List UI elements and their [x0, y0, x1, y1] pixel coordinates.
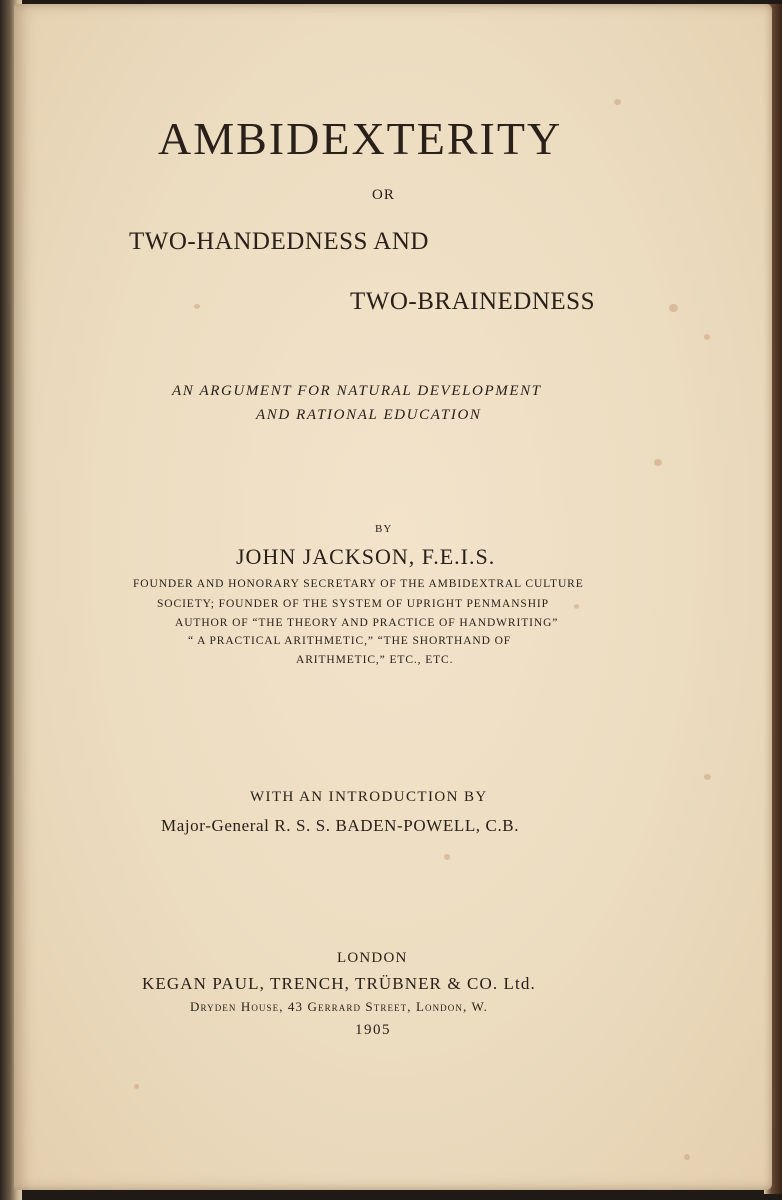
author-name: JOHN JACKSON, F.E.I.S.: [236, 544, 496, 569]
by-label: BY: [375, 523, 393, 535]
publisher-address: Dryden House, 43 Gerrard Street, London, W.: [190, 999, 488, 1014]
foxing-spot: [704, 334, 710, 340]
introduction-label: WITH AN INTRODUCTION BY: [250, 789, 488, 805]
publisher-name: KEGAN PAUL, TRENCH, TRÜBNER & CO. Ltd.: [142, 974, 536, 993]
credential-line: “ A PRACTICAL ARITHMETIC,” “THE SHORTHAND OF: [188, 635, 512, 647]
subtitle-line-1: TWO-HANDEDNESS AND: [129, 228, 429, 255]
credential-line: AUTHOR OF “THE THEORY AND PRACTICE OF HANDWRITING”: [175, 617, 559, 629]
foxing-spot: [574, 604, 579, 609]
credential-line: ARITHMETIC,” ETC., ETC.: [296, 654, 454, 666]
publication-city: LONDON: [337, 950, 408, 966]
foxing-spot: [669, 304, 678, 312]
subtitle-line-2: TWO-BRAINEDNESS: [350, 288, 595, 315]
foxing-spot: [704, 774, 711, 780]
foxing-spot: [194, 304, 200, 309]
credential-line: FOUNDER AND HONORARY SECRETARY OF THE AMBIDEXTRAL CULTURE: [133, 578, 584, 590]
book-title: AMBIDEXTERITY: [158, 113, 563, 164]
description-line-2: AND RATIONAL EDUCATION: [256, 407, 482, 423]
publication-year: 1905: [355, 1022, 391, 1038]
foxing-spot: [134, 1084, 139, 1089]
title-or: OR: [372, 187, 395, 203]
foxing-spot: [654, 459, 662, 466]
foxing-spot: [444, 854, 450, 860]
introducer-name: Major-General R. S. S. BADEN-POWELL, C.B.: [161, 816, 520, 835]
credential-line: SOCIETY; FOUNDER OF THE SYSTEM OF UPRIGHT PENMANSHIP: [157, 598, 549, 610]
description-line-1: AN ARGUMENT FOR NATURAL DEVELOPMENT: [172, 383, 542, 399]
foxing-spot: [684, 1154, 690, 1160]
foxing-spot: [614, 99, 621, 105]
